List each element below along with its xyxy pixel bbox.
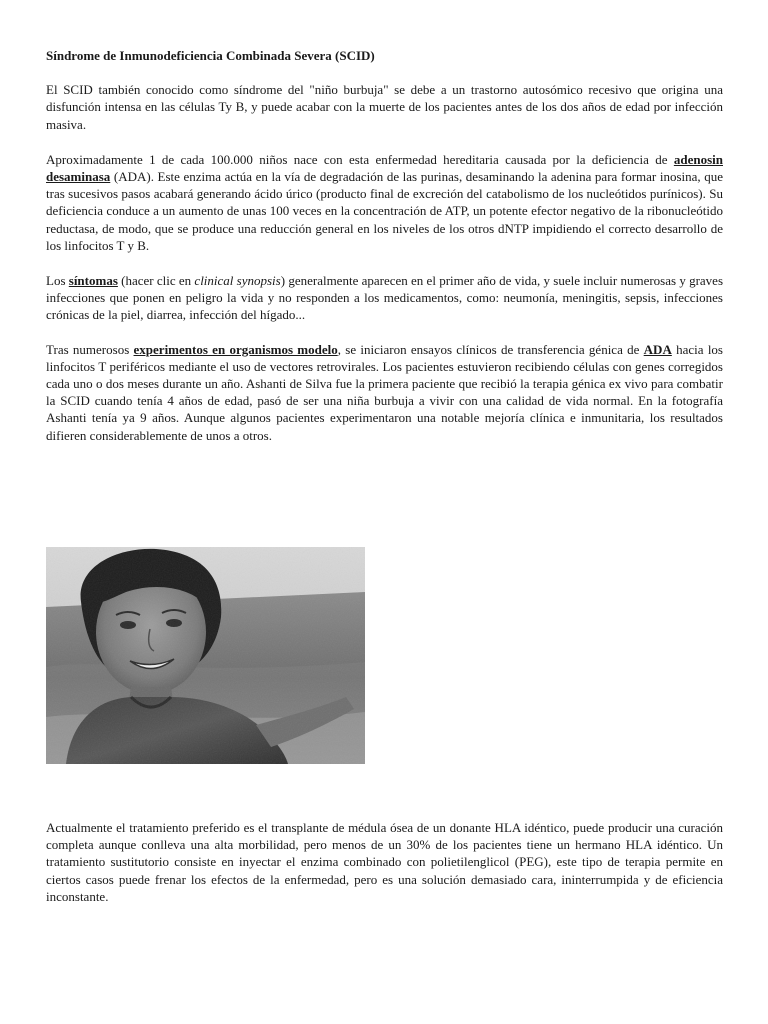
ada-text-after: (ADA). Este enzima actúa en la vía de degradación de las purinas, desaminando la adenina para formar inosina, que tras sucesivos pasos acabará generando ácido úrico (producto final de excreción del catabolismo de los nucleótidos purínicos). Su deficiencia conduce a un aumento de unas 100 veces en la concentración de ATP, un potente efector negativo de la ribonucleótido reductasa, de modo, que se produce una reducción general en los niveles de los otros dNTP impidiendo el correcto desarrollo de los linfocitos T y B. [46,169,723,253]
experiments-text-after: hacia los linfocitos T periféricos mediante el uso de vectores retrovirales. Los pacientes estuvieron recibiendo células con genes corregidos cada uno o dos meses durante un año. Ashanti de Silva fue la primera paciente que recibió la terapia génica ex vivo para combatir la SCID cuando tenía 4 años de edad, pasó de ser una niña burbuja a vivir con una calidad de vida normal. En la fotografía Ashanti tenía ya 9 años. Aunque algunos pacientes experimentaron una notable mejoría clínica e inmunitaria, los resultados difieren considerablemente de unos a otros. [46,341,723,443]
ada-link[interactable]: ADA [643,341,672,357]
sintomas-link[interactable]: síntomas [68,273,118,289]
intro-text: El SCID también conocido como síndrome del "niño burbuja" se debe a un trastorno autosómico recesivo que origina una disfunción intensa en las células Ty B, y puede acabar con la muerte de los pacientes antes de los dos años de edad por infección masiva. [46,82,723,132]
final-text: Actualmente el tratamiento preferido es el transplante de médula ósea de un donante HLA idéntico, puede producir una curación completa aunque conlleva una alta morbilidad, pero menos de un 30% de los pacientes tiene un hermano HLA idéntico. Un tratamiento sustitutorio consiste en inyectar el enzima combinado con polietilenglicol (PEG), este tipo de terapia permite en ciertos casos puede frenar los efectos de la enfermedad, pero es una solución demasiado cara, ininterrumpida y de eficiencia inconstante. [46,820,723,904]
symptoms-text-middle: (hacer clic en [117,273,195,289]
symptoms-text-before: Los [46,273,69,289]
experiments-text-before: Tras numerosos [46,341,134,357]
document-title: Síndrome de Inmunodeficiencia Combinada Severa (SCID) [46,48,375,63]
symptoms-paragraph [46,272,723,324]
ada-text-before: Aproximadamente 1 de cada 100.000 niños nace con esta enfermedad hereditaria causada por la deficiencia de [46,151,674,167]
document-body [46,47,723,444]
symptoms-text-after: ) generalmente aparecen en el primer año de vida, y suele incluir numerosas y graves infecciones que ponen en peligro la vida y no responden a los medicamentos, como: neumonía, meningitis, sepsis, infecciones crónicas de la piel, diarrea, infección del hígado... [46,273,724,323]
photo-image [46,547,365,764]
final-paragraph [46,819,723,905]
experiments-paragraph [46,341,723,444]
clinical-synopsis-text: clinical synopsis [194,273,281,289]
ada-paragraph [46,151,723,254]
experimentos-modelo-link[interactable]: experimentos en organismos modelo [133,341,338,357]
ashanti-photo [46,547,365,764]
intro-paragraph [46,81,723,133]
experiments-text-middle: , se iniciaron ensayos clínicos de transferencia génica de [337,341,644,357]
adenosin-desaminasa-link[interactable]: adenosin desaminasa [46,151,723,185]
